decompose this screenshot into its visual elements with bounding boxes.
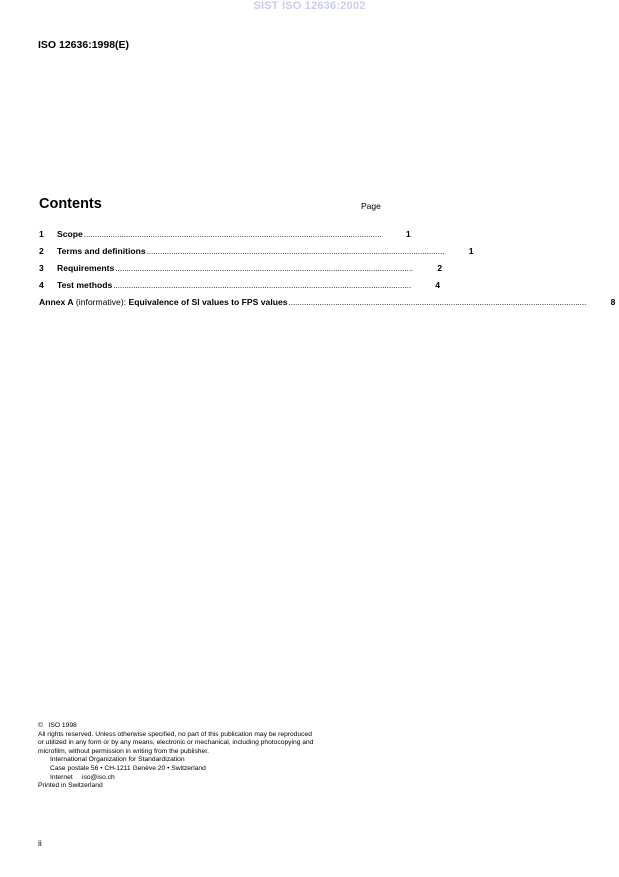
organization-internet: Internet iso@iso.ch (50, 773, 115, 781)
rights-line: All rights reserved. Unless otherwise specified, no part of this publication may be reproduced (38, 730, 312, 738)
annex-title: Equivalence of SI values to FPS values (128, 297, 288, 307)
annex-type: (informative): (73, 297, 129, 307)
copyright-symbol-line: © ISO 1998 (38, 722, 77, 729)
toc-entry-page: 4 (435, 280, 441, 290)
watermark: SIST ISO 12636:2002 (253, 0, 366, 12)
toc-entry-number: 2 (39, 246, 44, 256)
contents-heading: Contents (39, 196, 102, 212)
toc-dot-leader: ...................................................................................................................................... (146, 247, 445, 256)
page-column-label: Page (361, 201, 381, 211)
rights-line: or utilized in any form or by any means, electronic or mechanical, including photocopying and (38, 739, 314, 747)
printed-in: Printed in Switzerland (38, 782, 103, 790)
toc-annex-title (39, 297, 288, 307)
toc-entry-page: 1 (468, 246, 474, 256)
organization-address: Case postale 56 • CH-1211 Genève 20 • Switzerland (50, 764, 206, 772)
toc-entry-title: Scope (57, 229, 83, 239)
document-id: ISO 12636:1998(E) (38, 39, 130, 51)
toc-entry-scope[interactable] (39, 229, 411, 240)
toc-entry-title: Test methods (57, 280, 113, 290)
toc-entry-requirements[interactable] (39, 263, 443, 274)
toc-entry-page: 8 (610, 297, 616, 307)
toc-dot-leader: ...................................................................................................................................... (113, 281, 412, 290)
toc-entry-annex-a[interactable] (39, 297, 616, 308)
annex-prefix: Annex A (39, 297, 74, 307)
toc-entry-page: 2 (437, 263, 443, 273)
rights-line: microfilm, without permission in writing from the publisher. (38, 747, 209, 755)
toc-entry-test-methods[interactable] (39, 280, 441, 291)
toc-dot-leader: ...................................................................................................................................... (83, 230, 382, 239)
toc-entry-number: 1 (39, 229, 44, 239)
toc-entry-page: 1 (405, 229, 411, 239)
toc-entry-terms[interactable] (39, 246, 474, 257)
organization-name: International Organization for Standardization (50, 756, 185, 764)
toc-entry-number: 4 (39, 280, 44, 290)
page-number: ii (38, 838, 42, 848)
copyright-block (38, 722, 388, 791)
toc-dot-leader: ...................................................................................................................................... (288, 298, 587, 307)
toc-entry-title: Terms and definitions (57, 246, 146, 256)
toc-entry-title: Requirements (57, 263, 115, 273)
toc-entry-number: 3 (39, 263, 44, 273)
toc-dot-leader: ...................................................................................................................................... (115, 264, 414, 273)
